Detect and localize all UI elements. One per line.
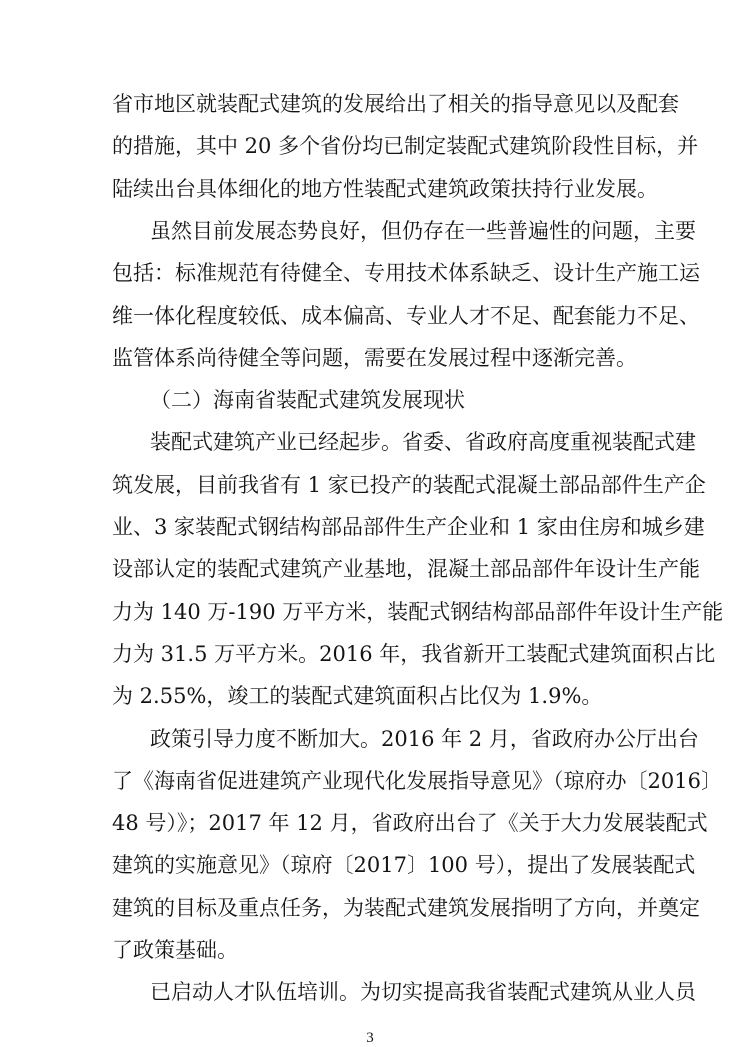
- text-line: 筑发展，目前我省有 1 家已投产的装配式混凝土部品部件生产企: [112, 473, 706, 497]
- text-line: 陆续出台具体细化的地方性装配式建筑政策扶持行业发展。: [112, 177, 658, 201]
- text-line: 了《海南省促进建筑产业现代化发展指导意见》（琼府办〔2016〕: [112, 769, 722, 793]
- text-line: 力为 140 万-190 万平方米，装配式钢结构部品部件年设计生产能: [112, 600, 724, 624]
- text-line: 的措施，其中 20 多个省份均已制定装配式建筑阶段性目标，并: [112, 134, 699, 158]
- text-line: 已启动人才队伍培训。为切实提高我省装配式建筑从业人员: [150, 980, 696, 1004]
- text-line: 政策引导力度不断加大。2016 年 2 月，省政府办公厅出台: [150, 727, 699, 751]
- text-line: 包括：标准规范有待健全、专用技术体系缺乏、设计生产施工运: [112, 261, 700, 285]
- text-line: 了政策基础。: [112, 938, 238, 962]
- text-line: 48 号）》；2017 年 12 月，省政府出台了《关于大力发展装配式: [112, 811, 708, 835]
- text-line: 维一体化程度较低、成本偏高、专业人才不足、配套能力不足、: [112, 304, 700, 328]
- text-line: 业、3 家装配式钢结构部品部件生产企业和 1 家由住房和城乡建: [112, 515, 705, 539]
- text-line: 设部认定的装配式建筑产业基地，混凝土部品部件年设计生产能: [112, 557, 700, 581]
- text-line: 省市地区就装配式建筑的发展给出了相关的指导意见以及配套: [112, 92, 679, 116]
- text-line: 监管体系尚待健全等问题，需要在发展过程中逐渐完善。: [112, 346, 637, 370]
- text-line: 装配式建筑产业已经起步。省委、省政府高度重视装配式建: [150, 430, 696, 454]
- text-line: 为 2.55%，竣工的装配式建筑面积占比仅为 1.9%。: [112, 684, 603, 708]
- page-number: 3: [366, 1030, 374, 1046]
- text-line: 建筑的目标及重点任务，为装配式建筑发展指明了方向，并奠定: [112, 896, 700, 920]
- text-line: 力为 31.5 万平方米。2016 年，我省新开工装配式建筑面积占比: [112, 642, 716, 666]
- section-heading: （二）海南省装配式建筑发展现状: [150, 388, 465, 412]
- text-line: 虽然目前发展态势良好，但仍存在一些普遍性的问题，主要: [150, 219, 696, 243]
- text-line: 建筑的实施意见》（琼府〔2017〕100 号），提出了发展装配式: [112, 853, 696, 877]
